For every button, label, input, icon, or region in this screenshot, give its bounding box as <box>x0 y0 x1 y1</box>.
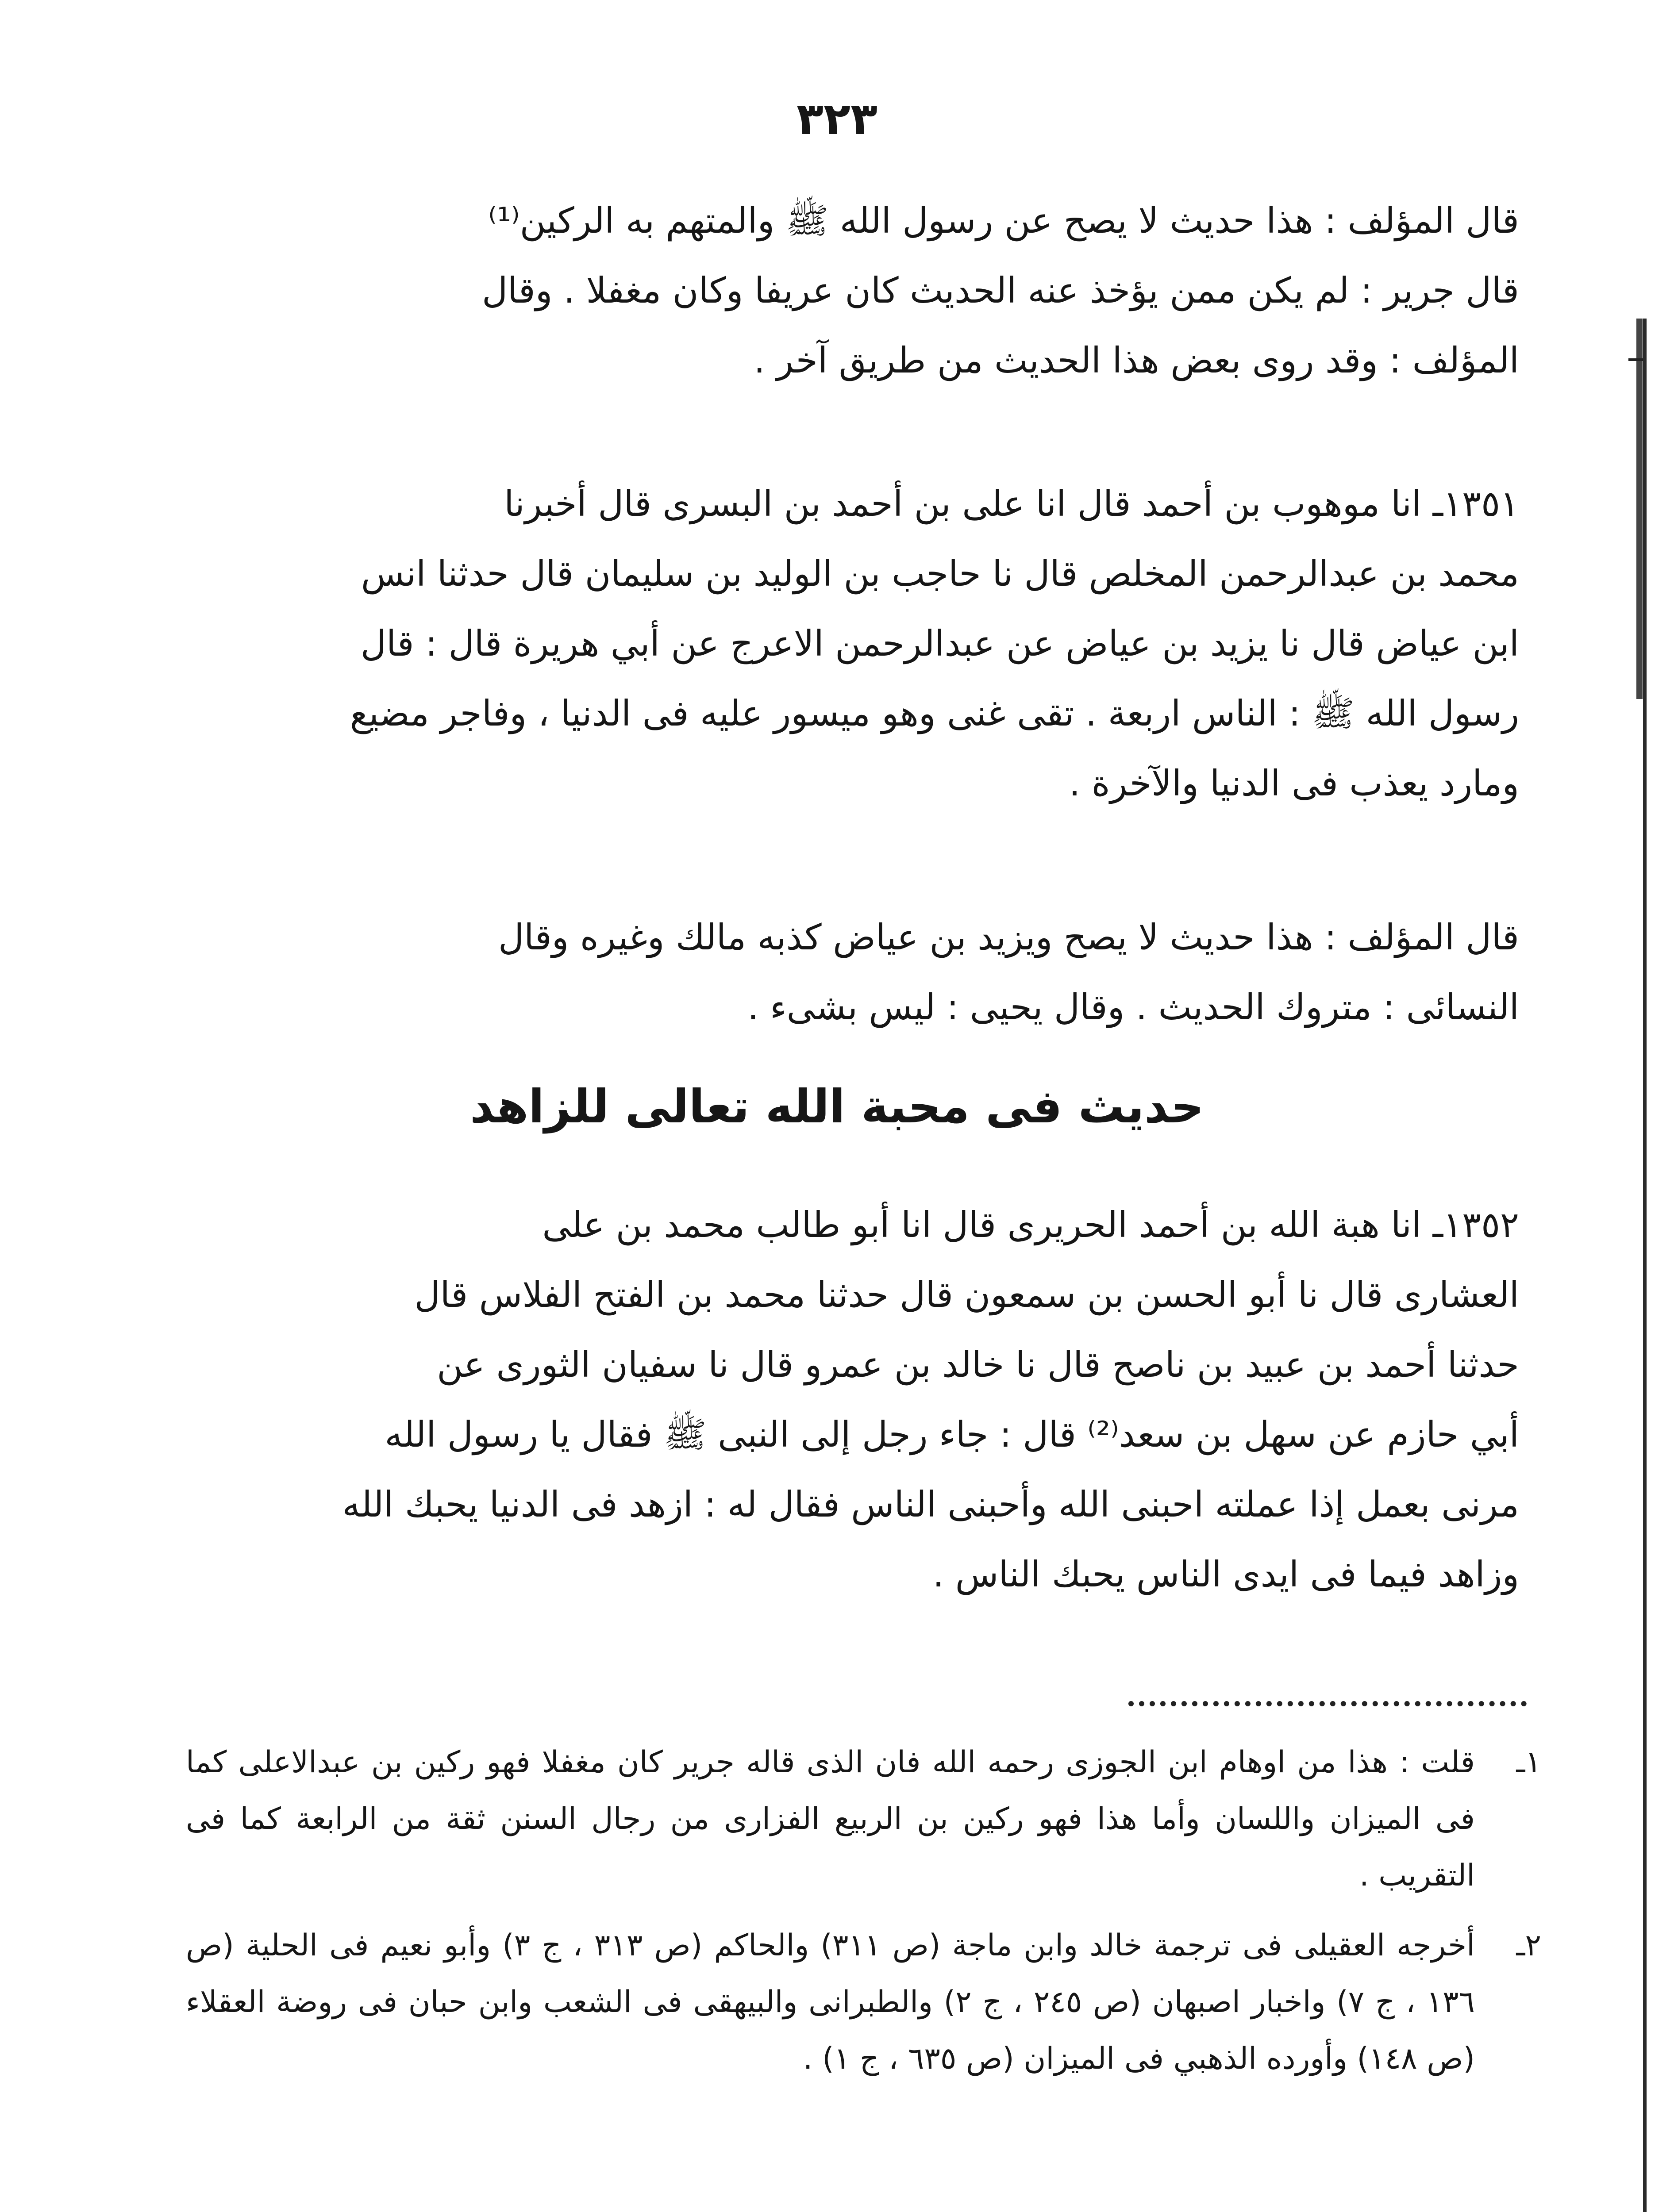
text-line: محمد بن عبدالرحمن المخلص قال نا حاجب بن الوليد بن سليمان قال حدثنا انس <box>361 553 1519 594</box>
footnote-text: أخرجه العقيلى فى ترجمة خالد وابن ماجة (ص ٣١١) والحاكم (ص ٣١٣ ، ج ٣) وأبو نعيم فى الحلية (ص ١٣٦ ، ج ٧) واخبار اصبهان (ص ٢٤٥ ، ج ٢) والطبرانى والبيهقى فى الشعب وابن حبان فى روضة العقلاء (ص ١٤٨) وأورده الذهبي فى الميزان (ص ٦٣٥ ، ج ١) . <box>186 1928 1475 2076</box>
text-line: أبي حازم عن سهل بن سعد⁽²⁾ قال : جاء رجل إلى النبى ﷺ فقال يا رسول الله <box>385 1414 1519 1455</box>
footnote-number: ١ـ <box>1516 1745 1541 1780</box>
text-line: ومارد يعذب فى الدنيا والآخرة . <box>1069 763 1519 804</box>
text-line: مرنى بعمل إذا عملته احبنى الله وأحبنى الناس فقال له : ازهد فى الدنيا يحبك الله <box>342 1484 1519 1525</box>
text-line: حدثنا أحمد بن عبيد بن ناصح قال نا خالد بن عمرو قال نا سفيان الثورى عن <box>437 1344 1519 1385</box>
page-edge-line <box>1643 319 1647 2212</box>
footnote-divider <box>1128 1701 1527 1706</box>
paragraph-author-comment-2 <box>164 902 1519 1042</box>
footnotes <box>186 1734 1541 2101</box>
page-number: ٣٢٣ <box>796 93 878 145</box>
text-line: قال المؤلف : هذا حديث لا يصح ويزيد بن عياض كذبه مالك وغيره وقال <box>498 917 1519 958</box>
text-line: قال المؤلف : هذا حديث لا يصح عن رسول الله ﷺ والمتهم به الركين⁽¹⁾ <box>488 200 1519 241</box>
paragraph-hadith-1351 <box>164 469 1519 818</box>
footnote-text: قلت : هذا من اوهام ابن الجوزى رحمه الله فان الذى قاله جرير كان مغفلا فهو ركين بن عبدالاعلى كما فى الميزان واللسان وأما هذا فهو ركين بن الربيع الفزارى من رجال السنن ثقة من الرابعة كما فى التقريب . <box>186 1745 1475 1893</box>
text-line: ١٣٥١ـ انا موهوب بن أحمد قال انا على بن أحمد بن البسرى قال أخبرنا <box>504 483 1519 524</box>
footnote-2 <box>186 1917 1541 2087</box>
text-line: ابن عياض قال نا يزيد بن عياض عن عبدالرحمن الاعرج عن أبي هريرة قال : قال <box>360 623 1519 664</box>
paragraph-author-comment-1 <box>164 186 1519 396</box>
text-line: العشارى قال نا أبو الحسن بن سمعون قال حدثنا محمد بن الفتح الفلاس قال <box>414 1274 1519 1315</box>
section-heading: حديث فى محبة الله تعالى للزاهد <box>470 1079 1204 1133</box>
text-line: النسائى : متروك الحديث . وقال يحيى : ليس بشىء . <box>747 987 1519 1028</box>
text-line: قال جرير : لم يكن ممن يؤخذ عنه الحديث كان عريفا وكان مغفلا . وقال <box>481 270 1519 311</box>
footnote-1 <box>186 1734 1541 1904</box>
paragraph-hadith-1352 <box>164 1190 1519 1609</box>
text-line: المؤلف : وقد روى بعض هذا الحديث من طريق آخر . <box>754 340 1519 381</box>
text-line: وزاهد فيما فى ايدى الناس يحبك الناس . <box>932 1554 1519 1595</box>
text-line: ١٣٥٢ـ انا هبة الله بن أحمد الحريرى قال انا أبو طالب محمد بن على <box>542 1204 1519 1245</box>
footnote-number: ٢ـ <box>1516 1928 1541 1963</box>
margin-rule <box>1636 319 1643 699</box>
text-line: رسول الله ﷺ : الناس اربعة . تقى غنى وهو ميسور عليه فى الدنيا ، وفاجر مضيع <box>350 693 1519 734</box>
